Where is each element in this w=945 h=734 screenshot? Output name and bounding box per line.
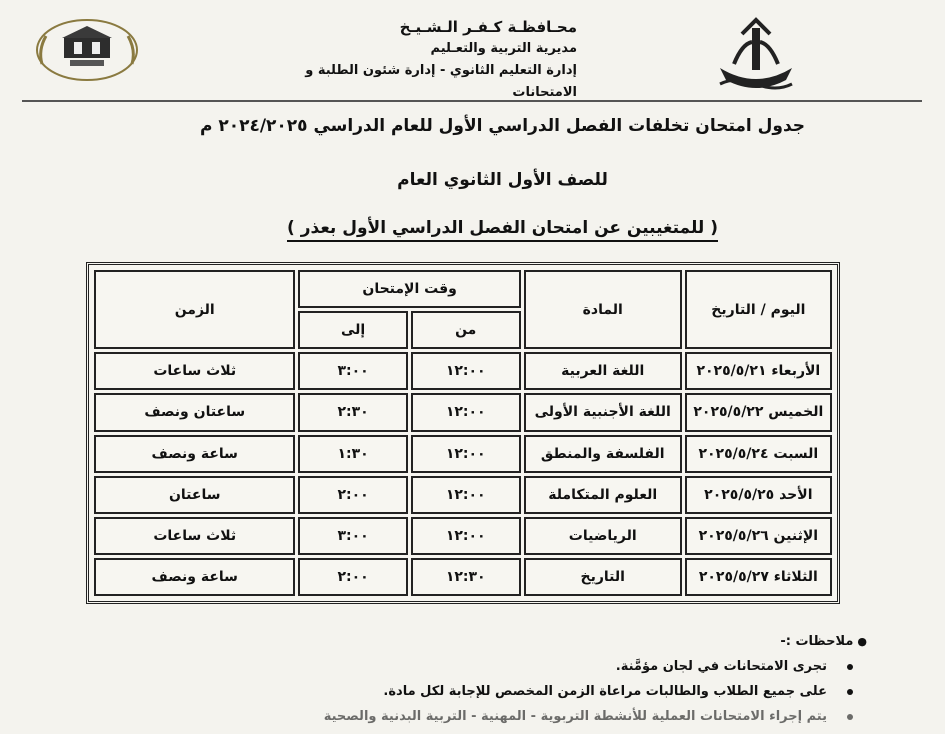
- row-duration: ساعة ونصف: [94, 558, 295, 596]
- table-row: [94, 435, 832, 473]
- row-to: ٢:٠٠: [298, 558, 407, 596]
- header-exam-time: وقت الإمتحان: [298, 270, 520, 308]
- row-duration: ساعتان ونصف: [94, 393, 295, 431]
- row-to: ٢:٣٠: [298, 393, 407, 431]
- header-day-date: اليوم / التاريخ: [685, 270, 832, 349]
- row-date: الخميس ٢٠٢٥/٥/٢٢: [685, 393, 832, 431]
- table-row: [94, 558, 832, 596]
- notes-list: [67, 659, 867, 724]
- directorate-name: مديرية التربية والتعـليم: [430, 41, 577, 56]
- table-row: [94, 476, 832, 514]
- row-from: ١٢:٣٠: [411, 558, 521, 596]
- absentee-note-title: [0, 218, 945, 238]
- row-from: ١٢:٠٠: [411, 352, 521, 390]
- header-text: [277, 16, 577, 104]
- header-subject: المادة: [524, 270, 682, 349]
- row-date: السبت ٢٠٢٥/٥/٢٤: [685, 435, 832, 473]
- row-to: ٣:٠٠: [298, 352, 407, 390]
- row-from: ١٢:٠٠: [411, 393, 521, 431]
- row-date: الأربعاء ٢٠٢٥/٥/٢١: [685, 352, 832, 390]
- row-subject: اللغة العربية: [524, 352, 682, 390]
- governorate-emblem-icon: [712, 14, 800, 98]
- row-to: ٣:٠٠: [298, 517, 407, 555]
- table-row: [94, 517, 832, 555]
- notes-heading: ● ملاحظات :-: [67, 634, 867, 649]
- governorate-name: محـافظـة كـفـر الـشـيـخ: [399, 18, 577, 36]
- header-from: من: [411, 311, 521, 349]
- row-to: ٢:٠٠: [298, 476, 407, 514]
- schedule-table: [91, 267, 835, 599]
- table-row: [94, 393, 832, 431]
- row-subject: العلوم المتكاملة: [524, 476, 682, 514]
- row-subject: الرياضيات: [524, 517, 682, 555]
- grade-title: للصف الأول الثانوي العام: [397, 170, 608, 190]
- absentee-note-text: ( للمتغيبين عن امتحان الفصل الدراسي الأول بعذر ): [287, 218, 718, 242]
- row-subject: الفلسفة والمنطق: [524, 435, 682, 473]
- row-to: ١:٣٠: [298, 435, 407, 473]
- list-item: يتم إجراء الامتحانات العملية للأنشطة التربوية - المهنية - التربية البدنية والصحية: [67, 709, 827, 724]
- row-from: ١٢:٠٠: [411, 517, 521, 555]
- schedule-table-frame: [86, 262, 840, 604]
- row-duration: ساعة ونصف: [94, 435, 295, 473]
- list-item: تجرى الامتحانات في لجان مؤمَّنة.: [67, 659, 827, 674]
- row-date: الأحد ٢٠٢٥/٥/٢٥: [685, 476, 832, 514]
- table-header-row: [94, 270, 832, 308]
- row-subject: التاريخ: [524, 558, 682, 596]
- row-date: الإثنين ٢٠٢٥/٥/٢٦: [685, 517, 832, 555]
- administration-name: إدارة التعليم الثانوي - إدارة شئون الطلبة و الامتحانات: [305, 63, 577, 100]
- header-duration: الزمن: [94, 270, 295, 349]
- list-item: على جميع الطلاب والطالبات مراعاة الزمن المخصص للإجابة لكل مادة.: [67, 684, 827, 699]
- row-subject: اللغة الأجنبية الأولى: [524, 393, 682, 431]
- schedule-title: جدول امتحان تخلفات الفصل الدراسي الأول للعام الدراسي ٢٠٢٤/٢٠٢٥ م: [199, 116, 806, 136]
- row-date: الثلاثاء ٢٠٢٥/٥/٢٧: [685, 558, 832, 596]
- row-duration: ثلاث ساعات: [94, 517, 295, 555]
- row-duration: ثلاث ساعات: [94, 352, 295, 390]
- header-to: إلى: [298, 311, 407, 349]
- row-duration: ساعتان: [94, 476, 295, 514]
- header-divider: [22, 100, 922, 102]
- row-from: ١٢:٠٠: [411, 435, 521, 473]
- table-row: [94, 352, 832, 390]
- notes-section: [67, 634, 867, 734]
- directorate-emblem-icon: [28, 14, 146, 86]
- row-from: ١٢:٠٠: [411, 476, 521, 514]
